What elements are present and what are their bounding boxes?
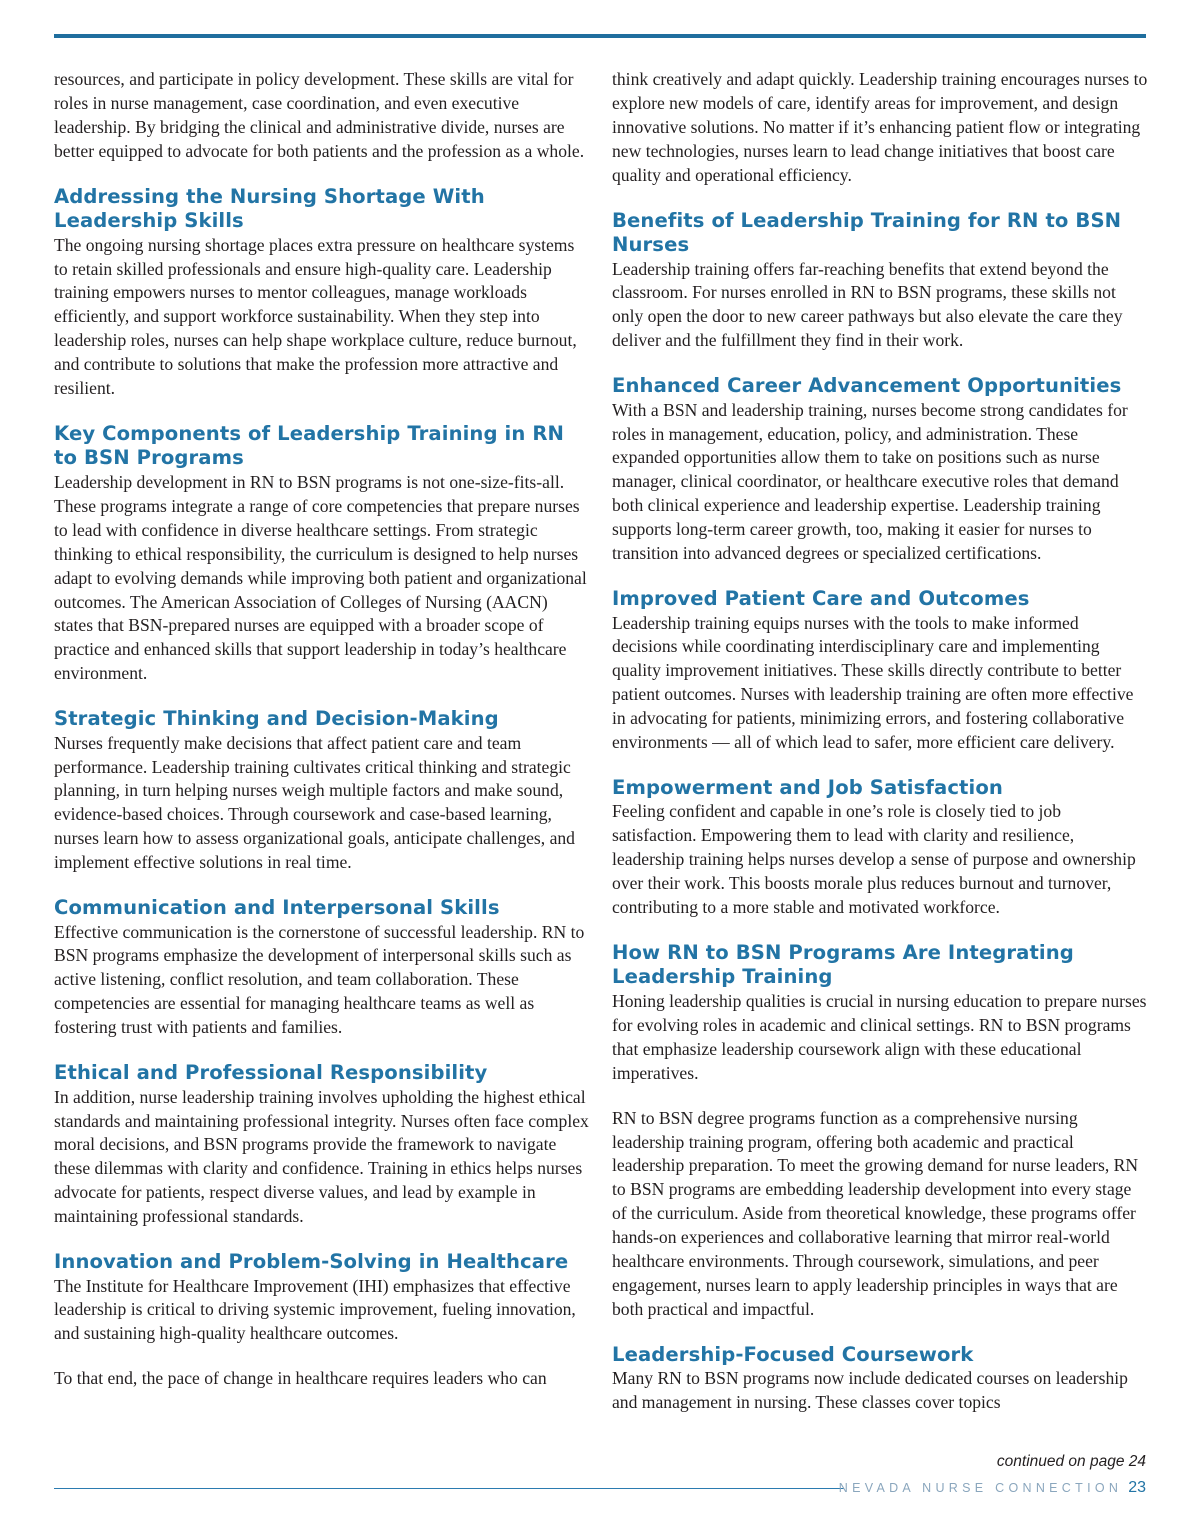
section-heading: Strategic Thinking and Decision-Making <box>54 707 499 731</box>
section-heading: Improved Patient Care and Outcomes <box>612 587 1030 610</box>
paragraph: In addition, nurse leadership training involves upholding the highest ethical standards and maintaining professional integrity. Nurses often face complex moral decisions, and BSN programs provide the framework to navigate these dilemmas with clarity and confidence. Training in ethics helps nurses advocate for patients, respect diverse values, and lead by example in maintaining professional standards. <box>54 1086 589 1227</box>
section-heading: Ethical and Professional Responsibility <box>54 1061 488 1085</box>
paragraph: Effective communication is the cornerstone of successful leadership. RN to BSN programs emphasize the development of interpersonal skills such as active listening, conflict resolution, and team collaboration. These competencies are essential for managing healthcare teams as well as fostering trust with patients and families. <box>54 921 585 1038</box>
continued-note: continued on page 24 <box>996 1453 1146 1470</box>
section-heading: Addressing the Nursing Shortage With Leadership Skills <box>54 184 485 233</box>
section-heading: Key Components of Leadership Training in RN to BSN Programs <box>54 421 565 470</box>
paragraph: The Institute for Healthcare Improvement (IHI) emphasizes that effective leadership is critical to driving systemic improvement, fueling innovation, and sustaining high-quality healthcare outcomes. <box>54 1275 576 1344</box>
section-heading: Enhanced Career Advancement Opportunities <box>612 374 1122 398</box>
section-heading: How RN to BSN Programs Are Integrating Leadership Training <box>612 940 1074 989</box>
footer-rule <box>54 1488 844 1489</box>
paragraph: Nurses frequently make decisions that affect patient care and team performance. Leadership training cultivates critical thinking and strategic planning, in turn helping nurses weigh multiple factors and make sound, evidence-based choices. Through coursework and case-based learning, nurses learn how to assess organizational goals, anticipate challenges, and implement effective solutions in real time. <box>54 732 575 873</box>
page-number: 23 <box>1128 1479 1146 1496</box>
paragraph: Many RN to BSN programs now include dedicated courses on leadership and management in nursing. These classes cover topics <box>612 1368 1128 1413</box>
section-heading: Communication and Interpersonal Skills <box>54 896 500 920</box>
right-column <box>612 68 1148 1436</box>
paragraph: Feeling confident and capable in one’s role is closely tied to job satisfaction. Empowering them to lead with clarity and resilience, leadership training helps nurses develop a sense of purpose and ownership over their work. This boosts morale plus reduces burnout and turnover, contributing to a more stable and motivated workforce. <box>612 801 1136 918</box>
paragraph: think creatively and adapt quickly. Leadership training encourages nurses to explore new models of care, identify areas for improvement, and design innovative solutions. No matter if it’s enhancing patient flow or integrating new technologies, nurses learn to lead change initiatives that boost care quality and operational efficiency. <box>612 69 1148 185</box>
paragraph: resources, and participate in policy development. These skills are vital for roles in nurse management, case coordination, and even executive leadership. By bridging the clinical and administrative divide, nurses are better equipped to advocate for both patients and the profession as a whole. <box>54 69 585 161</box>
paragraph: The ongoing nursing shortage places extra pressure on healthcare systems to retain skilled professionals and ensure high-quality care. Leadership training empowers nurses to mentor colleagues, manage workloads efficiently, and support workforce sustainability. When they step into leadership roles, nurses can help shape workplace culture, reduce burnout, and contribute to solutions that make the profession more attractive and resilient. <box>54 234 577 399</box>
left-column <box>54 68 590 1412</box>
top-rule <box>54 34 1146 38</box>
paragraph: To that end, the pace of change in healthcare requires leaders who can <box>54 1368 547 1389</box>
paragraph: Leadership development in RN to BSN programs is not one-size-fits-all. These programs integrate a range of core competencies that prepare nurses to lead with confidence in diverse healthcare settings. From strategic thinking to ethical responsibility, the curriculum is designed to help nurses adapt to evolving demands while improving both patient and organizational outcomes. The American Association of Colleges of Nursing (AACN) states that BSN-prepared nurses are equipped with a broader scope of practice and enhanced skills that support leadership in today’s healthcare environment. <box>54 471 587 684</box>
paragraph: With a BSN and leadership training, nurses become strong candidates for roles in management, education, policy, and administration. These expanded opportunities allow them to take on positions such as nurse manager, clinical coordinator, or healthcare executive roles that demand both clinical experience and leadership expertise. Leadership training supports long-term career growth, too, making it easier for nurses to transition into advanced degrees or specialized certifications. <box>612 399 1128 564</box>
section-heading: Empowerment and Job Satisfaction <box>612 775 1003 799</box>
section-heading: Benefits of Leadership Training for RN to BSN Nurses <box>612 208 1122 257</box>
section-heading: Innovation and Problem-Solving in Healthcare <box>54 1250 569 1274</box>
page-footer <box>839 1479 1146 1497</box>
paragraph: RN to BSN degree programs function as a comprehensive nursing leadership training program, offering both academic and practical leadership preparation. To meet the growing demand for nurse leaders, RN to BSN programs are embedding leadership development into every stage of the curriculum. Aside from theoretical knowledge, these programs offer hands-on experiences and collaborative learning that mirror real-world healthcare environments. Through coursework, simulations, and peer engagement, nurses learn to apply leadership principles in ways that are both practical and impactful. <box>612 1107 1139 1319</box>
section-heading: Leadership-Focused Coursework <box>612 1342 974 1366</box>
paragraph: Honing leadership qualities is crucial in nursing education to prepare nurses for evolving roles in academic and clinical settings. RN to BSN programs that emphasize leadership coursework align with these educational imperatives. <box>612 990 1147 1083</box>
paragraph: Leadership training equips nurses with the tools to make informed decisions while coordinating interdisciplinary care and implementing quality improvement initiatives. These skills directly contribute to better patient outcomes. Nurses with leadership training are often more effective in advocating for patients, minimizing errors, and fostering collaborative environments — all of which lead to safer, more efficient care delivery. <box>612 612 1134 753</box>
publication-name: NEVADA NURSE CONNECTION <box>838 1481 1123 1495</box>
paragraph: Leadership training offers far-reaching benefits that extend beyond the classroom. For nurses enrolled in RN to BSN programs, these skills not only open the door to new career pathways but also elevate the care they deliver and the fulfillment they find in their work. <box>612 258 1123 351</box>
